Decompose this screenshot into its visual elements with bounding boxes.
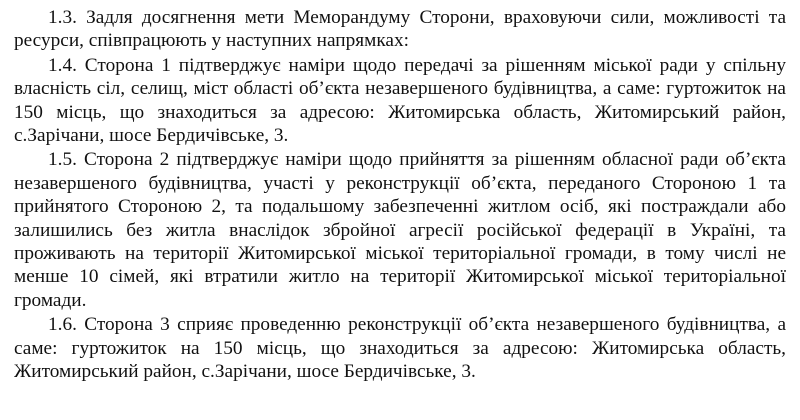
paragraph-1-3: 1.3. Задля досягнення мети Меморандуму Сторони, враховуючи сили, можливості та ресурси, співпрацюють у наступних напрямках: (14, 7, 786, 52)
paragraph-1-6: 1.6. Сторона 3 сприяє проведенню реконструкції об’єкта незавершеного будівництва, а саме: гуртожиток на 150 місць, що знаходиться за адресою: Житомирська область, Житомирський район, с.Зарічани, шосе Бердичівське, 3. (14, 314, 786, 383)
paragraph-1-5: 1.5. Сторона 2 підтверджує наміри щодо прийняття за рішенням обласної ради об’єкта незавершеного будівництва, участі у реконструкції об’єкта, переданого Стороною 1 та прийнятого Стороною 2, та подальшому забезпеченні житлом осіб, які постраждали або залишились без житла внаслідок збройної агресії російської федерації в Україні, та проживають на території Житомирської міської територіальної громади, в тому числі не менше 10 сімей, які втратили житло на території Житомирської міської територіальної громади. (14, 149, 786, 311)
paragraph-1-4: 1.4. Сторона 1 підтверджує наміри щодо передачі за рішенням міської ради у спільну власність сіл, селищ, міст області об’єкта незавершеного будівництва, а саме: гуртожиток на 150 місць, що знаходиться за адресою: Житомирська область, Житомирський район, с.Зарічани, шосе Бердичівське, 3. (14, 54, 786, 147)
